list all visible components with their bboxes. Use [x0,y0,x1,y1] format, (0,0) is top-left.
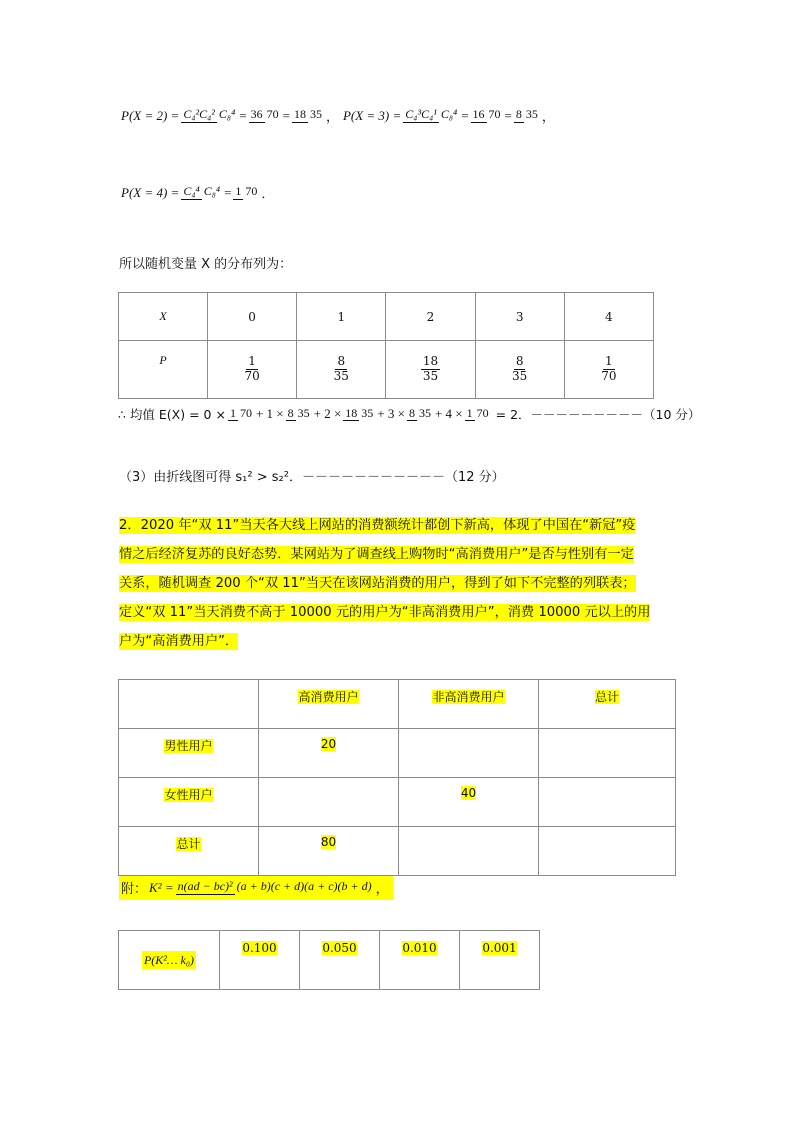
table-cell [259,778,399,827]
table-cell: 4 [564,293,653,341]
eq1-frac5: 16 70 [472,107,501,122]
eq1-frac6: 8 35 [515,107,538,122]
mean-equation: ∴ 均值 E(X) = 0 × 1 70 + 1 × 8 35 + 2 × 18 35 + 3 × 8 35 + 4 × 1 70 = 2．－－－－－－－－－（10 分） [118,405,701,422]
table-cell: 2 [386,293,475,341]
table-cell: 0 [208,293,297,341]
table-cell: 非高消费用户 [399,680,539,729]
table-cell: 40 [399,778,539,827]
eq2-frac2: 1 70 [235,184,258,199]
eq2-frac1: C₄⁴ C₈⁴ [183,184,221,199]
table-row [119,729,676,778]
eq1-lhs: P(X = 2) = [121,107,180,123]
equation-p4: P(X = 4) = C₄⁴ C₈⁴ = 1 70 ． [121,184,275,202]
eq1-lhs2: P(X = 3) = [342,107,402,123]
eq1-frac3: 18 35 [293,107,322,122]
table-row [119,341,654,399]
table-cell [539,827,676,876]
table-cell: 女性用户 [119,778,259,827]
table-row [119,293,654,341]
equation-p2-p3: P(X = 2) = C₄²C₄² C₈⁴ = 36 70 = 18 35 ， P(X = 3) = C₄³C₄¹ C₈⁴ = 16 70 = 8 35 ， [121,107,555,125]
eq2-lhs: P(X = 4) = [121,184,180,200]
k-critical-table [118,930,540,990]
table-cell: 0.100 [220,931,300,990]
table-cell: 0.050 [300,931,380,990]
table-cell: 1 [297,293,386,341]
table-row [119,680,676,729]
table-cell: $\frac{1}{70}$ [208,341,297,399]
eq1-frac2: 36 70 [250,107,279,122]
problem2-line: 定义“双 11”当天消费不高于 10000 元的用户为“非高消费用户”，消费 10000 元以上的用 [119,605,651,620]
table-cell [539,729,676,778]
table-cell: $\frac{8}{35}$ [475,341,564,399]
distribution-intro: 所以随机变量 X 的分布列为： [119,257,293,272]
distribution-table [118,292,654,399]
table-row [119,931,540,990]
table-cell [539,778,676,827]
problem2-text [119,511,679,656]
table-cell: 3 [475,293,564,341]
table-cell: 高消费用户 [259,680,399,729]
table-cell-p-label: P [119,341,208,399]
table-cell: 0.010 [380,931,460,990]
eq1-frac1: C₄²C₄² C₈⁴ [183,107,236,122]
table-cell: $\frac{8}{35}$ [297,341,386,399]
table-cell [399,729,539,778]
table-cell [119,680,259,729]
table-cell: $\frac{1}{70}$ [564,341,653,399]
table-cell: 总计 [119,827,259,876]
k-squared-formula: 附： K² = n(ad − bc)² (a + b)(c + d)(a + c)(b + d) ， [119,876,393,900]
table-cell: 0.001 [460,931,540,990]
table-row [119,827,676,876]
part3-line: （3）由折线图可得 s₁² > s₂²．－－－－－－－－－－－（12 分） [119,470,505,485]
table-cell: 男性用户 [119,729,259,778]
table-cell: 总计 [539,680,676,729]
table-cell: 20 [259,729,399,778]
table-row [119,778,676,827]
table-cell-x-label: X [119,293,208,341]
problem2-line: 情之后经济复苏的良好态势．某网站为了调查线上购物时“高消费用户”是否与性别有一定 [119,547,634,562]
problem2-line: 户为“高消费用户”． [119,634,239,649]
problem2-line: 2．2020 年“双 11”当天各大线上网站的消费额统计都创下新高，体现了中国在“新冠”疫 [119,518,636,533]
table-cell: $\frac{18}{35}$ [386,341,475,399]
contingency-table [118,679,676,876]
table-cell: P(K²… k₀) [119,931,220,990]
table-cell: 80 [259,827,399,876]
problem2-line: 关系，随机调查 200 个“双 11”当天在该网站消费的用户，得到了如下不完整的列联表； [119,576,636,591]
eq1-frac4: C₄³C₄¹ C₈⁴ [405,107,458,122]
table-cell [399,827,539,876]
